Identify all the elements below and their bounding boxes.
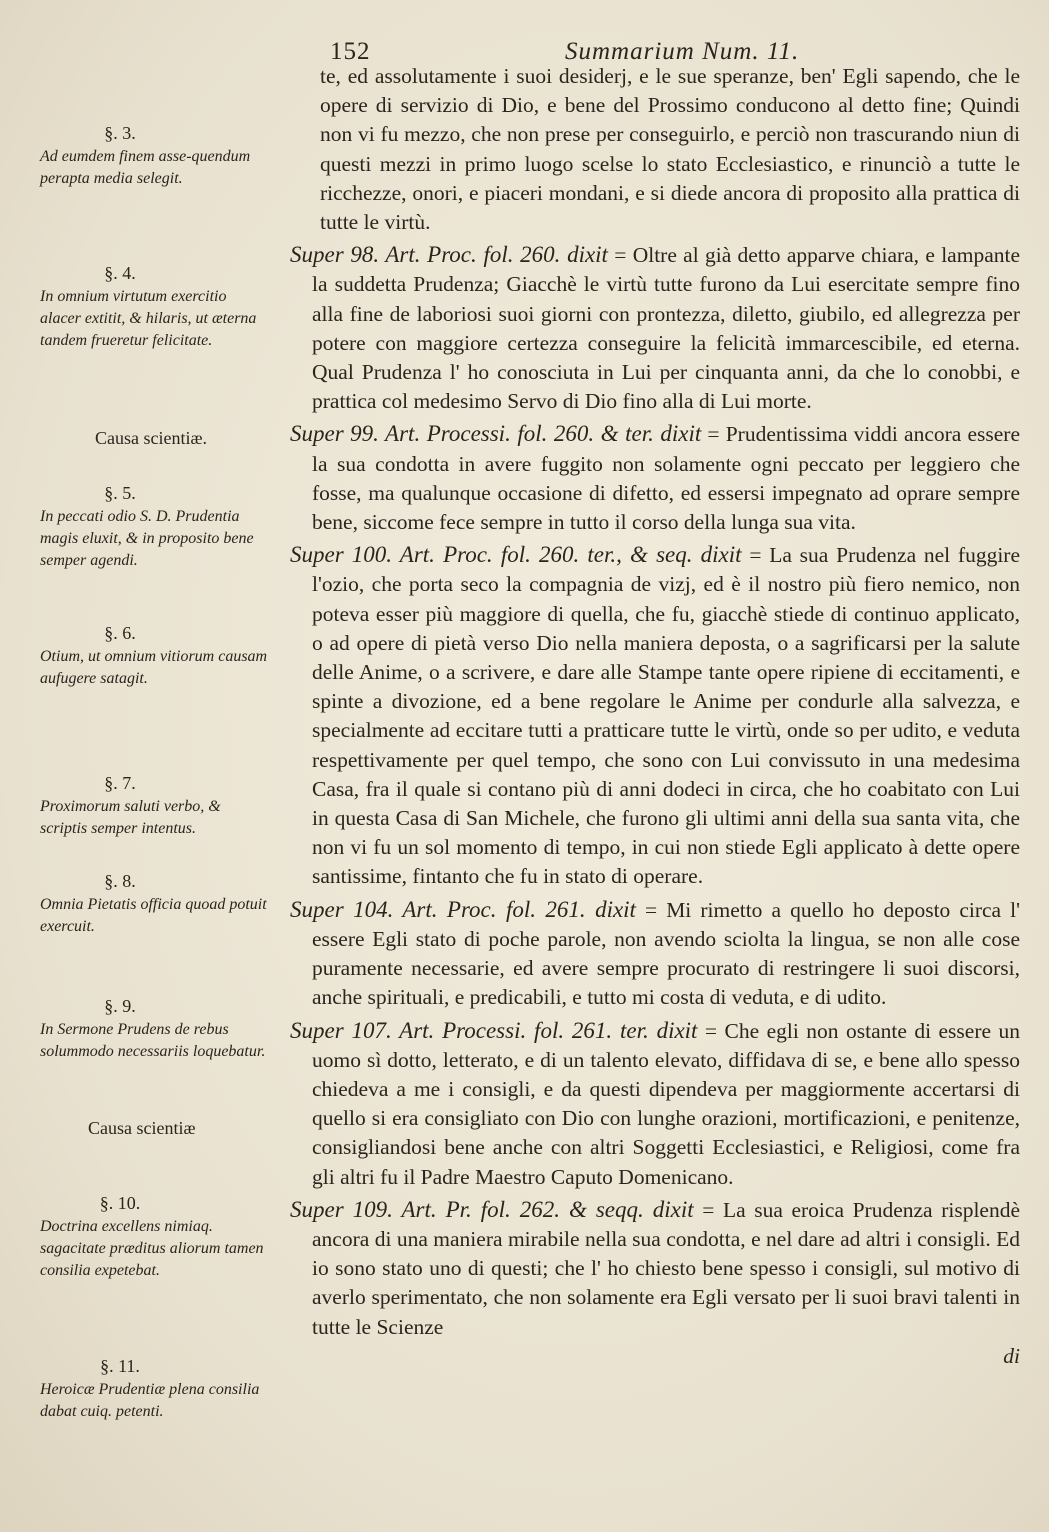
margin-note-text: Heroicæ Prudentiæ plena consilia dabat cuiq. petenti.	[40, 1381, 260, 1420]
deposition-entry-107	[290, 1016, 1020, 1192]
citation: Super 104. Art. Proc. fol. 261. dixit	[290, 896, 636, 922]
deposition-entry-104	[290, 895, 1020, 1013]
section-number: §. 10.	[99, 1193, 141, 1213]
section-number: §. 3.	[104, 123, 136, 143]
section-number: §. 5.	[104, 483, 136, 503]
deposition-text: = La sua eroica Prudenza risplendè ancora di una maniera mirabile nella sua condotta, e nel dare ad altri i consigli. Ed io sono stato uno di questi; che l' ho chiesto bene spesso i consigli, sul motivo di averlo sperimentato, che non solamente era Egli versato per li suoi bravi talenti in tutte le Scienze	[312, 1197, 1021, 1339]
margin-note-s8	[40, 870, 270, 938]
section-number: §. 9.	[104, 996, 136, 1016]
margin-note-text: Otium, ut omnium vitiorum causam aufugere satagit.	[40, 648, 268, 687]
citation: Super 107. Art. Processi. fol. 261. ter. dixit	[290, 1017, 698, 1043]
deposition-entry-100	[290, 540, 1020, 891]
deposition-text: = Che egli non ostante di essere un uomo sì dotto, letterato, e di un talento elevato, diffidava di se, e bene allo spesso chiedeva a me i consigli, e da questi dipendeva per maggiormente accertarsi di quello si era consigliato con Dio con lunghe orazioni, mortificazioni, e penitenze, consigliandosi bene anche con altri Soggetti Ecclesiastici, e Religiosi, come fra gli altri fu il Padre Maestro Caputo Domenicano.	[312, 1018, 1020, 1189]
section-number: §. 7.	[104, 773, 136, 793]
margin-note-s5	[40, 482, 270, 572]
opening-paragraph: te, ed assolutamente i suoi desiderj, e le sue speranze, ben' Egli sapendo, che le opere di servizio di Dio, e bene del Prossimo conducono al detto fine; Quindi non vi fu mezzo, che non prese per conseguirlo, e perciò non trascurando niun di questi mezzi in primo luogo scelse lo stato Ecclesiastico, e rinunciò a tutte le ricchezze, onori, e piaceri mondani, e si diede ancora di proposito alla prattica di tutte le virtù.	[320, 64, 1020, 235]
margin-note-text: In peccati odio S. D. Prudentia magis eluxit, & in proposito bene semper agendi.	[40, 508, 254, 569]
margin-note-text: Omnia Pietatis officia quoad potuit exercuit.	[40, 896, 267, 935]
margin-note-text: In Sermone Prudens de rebus solummodo necessariis loquebatur.	[40, 1021, 266, 1060]
margin-note-text: Proximorum saluti verbo, & scriptis semper intentus.	[40, 798, 221, 837]
deposition-entry-99	[290, 419, 1020, 537]
citation: Super 109. Art. Pr. fol. 262. & seqq. dixit	[290, 1196, 694, 1222]
margin-note-s4	[40, 262, 270, 352]
deposition-entry-98	[290, 240, 1020, 416]
margin-note-s6	[40, 622, 270, 690]
deposition-text: = Oltre al già detto apparve chiara, e lampante la suddetta Prudenza; Giacchè le virtù tutte furono da Lui esercitate sempre fino alla fine de laboriosi suoi giorni con prontezza, diletto, giubilo, ed allegrezza per potere con maggiore certezza conseguire la felicità immarcescibile, ed eterna. Qual Prudenza l' ho conosciuta in Lui per cinquanta anni, da che lo conobbi, e prattica col medesimo Servo di Dio fino alla di Lui morte.	[312, 243, 1021, 414]
section-number: §. 8.	[104, 871, 136, 891]
citation: Super 100. Art. Proc. fol. 260. ter., & seq. dixit	[290, 542, 742, 568]
page-number: 152	[330, 38, 371, 65]
citation: Super 99. Art. Processi. fol. 260. & ter. dixit	[290, 421, 702, 447]
margin-note-s3	[40, 122, 270, 190]
running-title: Summarium Num. 11.	[565, 38, 800, 65]
body-text	[290, 62, 1020, 1371]
margin-note-s10	[40, 1192, 270, 1282]
citation: Super 98. Art. Proc. fol. 260. dixit	[290, 242, 608, 268]
deposition-text: = Mi rimetto a quello ho deposto circa l' essere Egli stato di poche parole, non avendo sciolta la lingua, se non alle cose puramente necessarie, ed avere sempre procurato di restringere li suoi discorsi, anche spirituali, e predicabili, e tutto mi costa di veduta, e di udito.	[312, 897, 1021, 1010]
margin-note-s7	[40, 772, 270, 840]
causa-scientiae-1: Causa scientiæ.	[95, 428, 207, 448]
section-number: §. 11.	[100, 1356, 140, 1376]
margin-note-text: Doctrina excellens nimiaq. sagacitate præditus aliorum tamen consilia expetebat.	[40, 1218, 264, 1279]
margin-note-text: Ad eumdem finem asse-quendum perapta media selegit.	[40, 148, 251, 187]
deposition-text: = La sua Prudenza nel fuggire l'ozio, che porta seco la compagnia de vizj, ed è il nostro più fiero nemico, non poteva esser più maggiore di quella, che fu, giacchè stiede di continuo applicato, o ad opere di pietà verso Dio nella maniera deposta, o a sagrificarsi per la salute delle Anime, o a scrivere, e dare alle Stampe tante opere ripiene di eccitamenti, e spinte a divozione, ed a bene regolare le Anime per condurle alla salvezza, e specialmente ad eccitare tutti a pratticare tutte le virtù, onde so per udito, e veduta respettivamente per quel tempo, che sono con Lui convissuto in una medesima Casa, fra il quale si contano più di anni dodeci in circa, che ho coabitato con Lui in questa Casa di San Michele, che furono gli ultimi anni della sua santa vita, che non vi fu un sol momento di tempo, in cui non stiede Egli applicato à dette opere santissime, fintanto che fu in stato di operare.	[312, 543, 1021, 889]
margin-note-s11	[40, 1355, 270, 1423]
section-number: §. 6.	[104, 623, 136, 643]
margin-note-text: In omnium virtutum exercitio alacer extitit, & hilaris, ut æterna tandem frueretur felicitate.	[40, 288, 257, 349]
causa-scientiae-2: Causa scientiæ	[88, 1118, 196, 1138]
deposition-text: = Prudentissima viddi ancora essere la sua condotta in avere fuggito non solamente ogni peccato per leggiero che fosse, ma qualunque occasione di difetto, ed essersi impegnato ad oprare sempre bene, siccome fece sempre in tutto il corso della lunga sua vita.	[312, 422, 1020, 535]
catchword: di	[1003, 1343, 1020, 1368]
section-number: §. 4.	[104, 263, 136, 283]
deposition-entry-109	[290, 1195, 1020, 1342]
margin-note-s9	[40, 995, 270, 1063]
